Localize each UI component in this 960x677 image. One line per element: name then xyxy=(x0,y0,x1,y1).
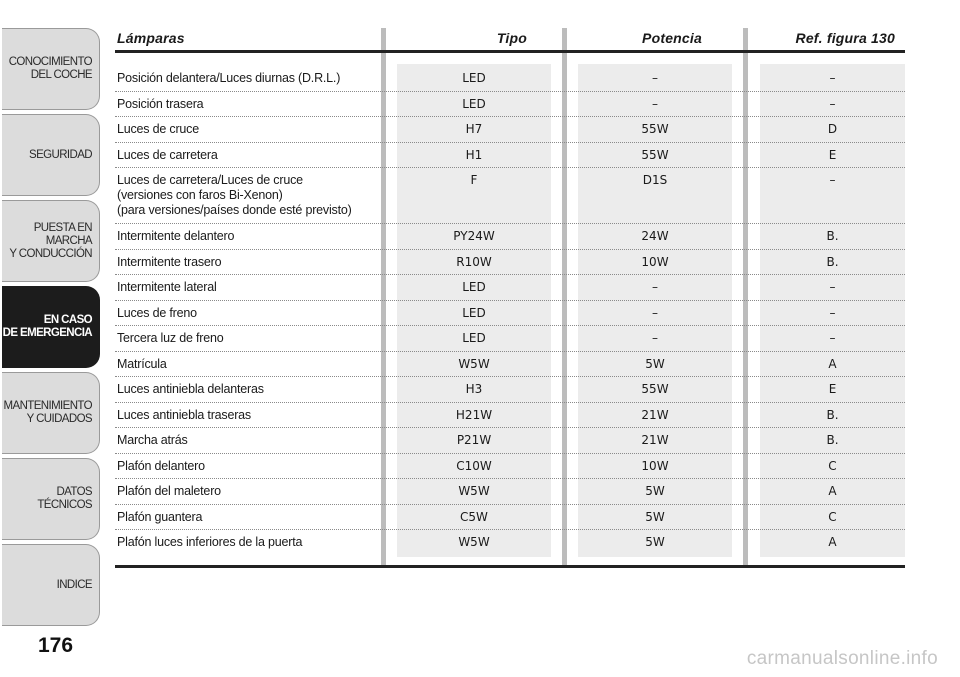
tab-conocimiento-del-coche[interactable]: CONOCIMIENTO DEL COCHE xyxy=(2,28,100,110)
tab-indice[interactable]: INDICE xyxy=(2,544,100,626)
lamp-name: Luces antiniebla traseras xyxy=(117,407,251,422)
lamp-ref: – xyxy=(829,71,836,85)
lamp-potencia: 5W xyxy=(645,484,665,498)
lamp-ref: – xyxy=(829,173,836,187)
lamp-tipo: W5W xyxy=(458,356,490,371)
lamp-tipo: W5W xyxy=(458,535,490,549)
lamp-potencia: 55W xyxy=(641,147,669,162)
table-row xyxy=(115,352,905,378)
lamp-name: Luces antiniebla delanteras xyxy=(117,382,264,396)
watermark: carmanualsonline.info xyxy=(746,648,938,669)
lamp-ref: D xyxy=(827,122,838,136)
lamp-ref: A xyxy=(828,535,837,549)
tab-mantenimiento-y-cuidados[interactable]: MANTENIMIENTO Y CUIDADOS xyxy=(2,372,100,454)
table-row xyxy=(115,505,905,531)
lamp-name: Intermitente delantero xyxy=(117,229,235,243)
lamp-potencia: – xyxy=(652,280,658,294)
lamp-name: Marcha atrás xyxy=(117,433,188,447)
lamp-tipo: LED xyxy=(462,280,486,294)
lamp-name: Luces de carretera/Luces de cruce (versiones con faros Bi-Xenon) (para versiones/países donde esté previsto) xyxy=(117,173,352,217)
lamp-tipo: PY24W xyxy=(453,229,495,243)
lamp-name: Intermitente lateral xyxy=(117,280,217,294)
lamp-tipo: H7 xyxy=(465,122,483,136)
lamp-ref: B. xyxy=(826,254,839,269)
lamp-name: Plafón guantera xyxy=(117,509,203,524)
lamp-tipo: LED xyxy=(462,305,486,320)
lamp-tipo: LED xyxy=(462,96,486,111)
lamp-potencia: 5W xyxy=(645,509,665,524)
lamp-name: Posición trasera xyxy=(117,96,204,111)
table-row xyxy=(115,326,905,352)
lamp-tipo: H3 xyxy=(465,382,483,396)
tab-seguridad[interactable]: SEGURIDAD xyxy=(2,114,100,196)
lamp-tipo: R10W xyxy=(456,254,492,269)
lamp-ref: B. xyxy=(826,433,839,447)
table-row xyxy=(115,275,905,301)
lamp-potencia: 5W xyxy=(645,356,665,371)
lamp-potencia: 55W xyxy=(641,382,669,396)
lamp-potencia: 5W xyxy=(645,535,665,549)
table-row xyxy=(115,301,905,327)
lamp-tipo: H1 xyxy=(465,147,483,162)
header-lamparas: Lámparas xyxy=(117,30,185,46)
lamp-tipo: P21W xyxy=(456,433,492,447)
lamp-tipo: LED xyxy=(462,71,486,85)
lamp-name: Plafón luces inferiores de la puerta xyxy=(117,535,303,549)
table-row xyxy=(115,479,905,505)
lamp-ref: – xyxy=(829,331,836,345)
lamp-potencia: 21W xyxy=(641,407,669,422)
page-number: 176 xyxy=(38,634,74,657)
lamp-ref: B. xyxy=(826,229,839,243)
lamp-name: Luces de freno xyxy=(117,305,197,320)
tab-datos-tecnicos[interactable]: DATOS TÉCNICOS xyxy=(2,458,100,540)
lamp-ref: E xyxy=(828,147,837,162)
lamp-ref: C xyxy=(828,458,837,473)
lamp-potencia: – xyxy=(652,305,658,320)
table-row xyxy=(115,530,905,556)
table-row xyxy=(115,117,905,143)
table-row xyxy=(115,454,905,480)
lamp-tipo: W5W xyxy=(458,484,490,498)
lamp-ref: – xyxy=(829,280,836,294)
lamp-ref: A xyxy=(828,484,837,498)
lamp-potencia: 24W xyxy=(641,229,669,243)
table-row xyxy=(115,377,905,403)
lamp-ref: A xyxy=(828,356,837,371)
lamp-tipo: C10W xyxy=(456,458,492,473)
lamp-tipo: F xyxy=(470,173,478,187)
lamp-tipo: LED xyxy=(462,331,486,345)
header-tipo: Tipo xyxy=(496,30,527,46)
lamp-ref: B. xyxy=(826,407,839,422)
tab-en-caso-de-emergencia[interactable]: EN CASO DE EMERGENCIA xyxy=(2,286,100,368)
lamp-potencia: 21W xyxy=(641,433,669,447)
lamp-ref: E xyxy=(828,382,837,396)
table-header xyxy=(115,30,905,52)
lamp-name: Luces de cruce xyxy=(117,122,199,136)
table-row xyxy=(115,428,905,454)
lamp-name: Luces de carretera xyxy=(117,147,218,162)
lamp-ref: C xyxy=(828,509,837,524)
lamp-ref: – xyxy=(829,96,836,111)
lamp-table xyxy=(115,66,905,556)
header-potencia: Potencia xyxy=(642,30,702,46)
lamp-name: Plafón delantero xyxy=(117,458,205,473)
table-row xyxy=(115,224,905,250)
table-row xyxy=(115,250,905,276)
table-row xyxy=(115,143,905,169)
tab-puesta-en-marcha[interactable]: PUESTA EN MARCHA Y CONDUCCIÓN xyxy=(2,200,100,282)
bottom-rule xyxy=(115,565,905,568)
table-row xyxy=(115,66,905,92)
lamp-name: Plafón del maletero xyxy=(117,484,221,498)
lamp-potencia: – xyxy=(652,331,658,345)
lamp-ref: – xyxy=(829,305,836,320)
lamp-potencia: D1S xyxy=(642,173,668,187)
lamp-tipo: C5W xyxy=(460,509,488,524)
lamp-potencia: – xyxy=(652,96,658,111)
table-row xyxy=(115,403,905,429)
header-rule xyxy=(115,50,905,53)
lamp-tipo: H21W xyxy=(455,407,493,422)
lamp-name: Posición delantera/Luces diurnas (D.R.L.) xyxy=(117,71,341,85)
lamp-potencia: 55W xyxy=(641,122,669,136)
lamp-potencia: 10W xyxy=(641,254,669,269)
lamp-potencia: – xyxy=(652,71,658,85)
lamp-name: Tercera luz de freno xyxy=(117,331,224,345)
table-row xyxy=(115,168,905,224)
lamp-name: Intermitente trasero xyxy=(117,254,222,269)
lamp-potencia: 10W xyxy=(641,458,669,473)
lamp-name: Matrícula xyxy=(117,356,167,371)
table-row xyxy=(115,92,905,118)
header-ref: Ref. figura 130 xyxy=(795,30,895,46)
